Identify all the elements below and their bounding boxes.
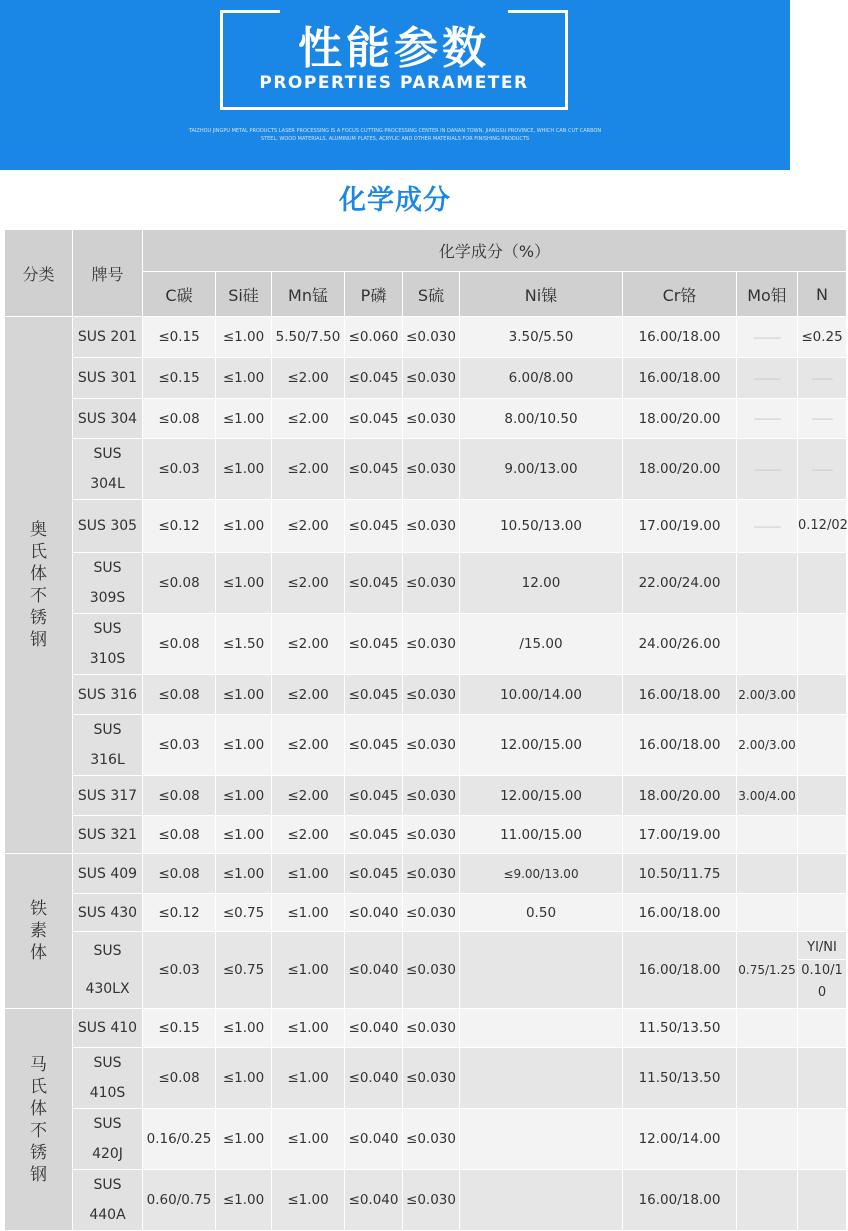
grade-cell: SUS 304L [73, 439, 143, 500]
cell-p: ≤0.045 [345, 614, 403, 675]
cell-mo [737, 894, 798, 932]
cell-p: ≤0.040 [345, 1170, 403, 1231]
cell-c: ≤0.15 [143, 1009, 216, 1048]
cell-n [798, 553, 847, 614]
header-n: N [798, 272, 847, 317]
cell-mo [737, 553, 798, 614]
grade-cell: SUS 301 [73, 358, 143, 399]
cell-mn: 5.50/7.50 [272, 317, 345, 358]
cell-mo: 2.00/3.00 [737, 675, 798, 715]
cell-s: ≤0.030 [403, 614, 460, 675]
table-row [5, 854, 847, 894]
cell-s: ≤0.030 [403, 776, 460, 816]
banner-title: 性能参数 [298, 23, 490, 74]
cell-cr: 12.00/14.00 [623, 1109, 737, 1170]
header-si: Si硅 [216, 272, 272, 317]
cell-s: ≤0.030 [403, 500, 460, 553]
cell-mn: ≤1.00 [272, 1009, 345, 1048]
cell-si: ≤1.00 [216, 358, 272, 399]
cell-mn: ≤2.00 [272, 439, 345, 500]
grade-cell: SUS 310S [73, 614, 143, 675]
cell-n [798, 854, 847, 894]
table-row [5, 776, 847, 816]
cell-mn: ≤1.00 [272, 932, 345, 1009]
table-row [5, 675, 847, 715]
table-row [5, 1170, 847, 1231]
cell-si: ≤1.00 [216, 553, 272, 614]
cell-ni: 10.00/14.00 [460, 675, 623, 715]
cell-si: ≤0.75 [216, 932, 272, 1009]
header-ni: Ni镍 [460, 272, 623, 317]
cell-cr: 16.00/18.00 [623, 317, 737, 358]
cell-n [798, 715, 847, 776]
cell-mn: ≤1.00 [272, 854, 345, 894]
grade-cell: SUS 304 [73, 399, 143, 439]
table-row [5, 816, 847, 854]
grade-cell: SUS 321 [73, 816, 143, 854]
table-row [5, 1009, 847, 1048]
table-row [5, 614, 847, 675]
cell-cr: 16.00/18.00 [623, 894, 737, 932]
cell-s: ≤0.030 [403, 439, 460, 500]
cell-mo [737, 614, 798, 675]
cell-n [798, 1109, 847, 1170]
grade-cell: SUS 440A [73, 1170, 143, 1231]
cell-n [798, 816, 847, 854]
cell-s: ≤0.030 [403, 399, 460, 439]
cell-s: ≤0.030 [403, 932, 460, 1009]
cell-mn: ≤2.00 [272, 553, 345, 614]
cell-n [798, 894, 847, 932]
cell-mn: ≤2.00 [272, 816, 345, 854]
category-martensitic: 马氏体不锈钢 [5, 1009, 73, 1231]
cell-c: ≤0.15 [143, 358, 216, 399]
header-mo: Mo钼 [737, 272, 798, 317]
cell-cr: 16.00/18.00 [623, 1170, 737, 1231]
cell-s: ≤0.030 [403, 715, 460, 776]
cell-c: ≤0.12 [143, 894, 216, 932]
cell-s: ≤0.030 [403, 854, 460, 894]
cell-ni [460, 1170, 623, 1231]
grade-cell: SUS 410 [73, 1009, 143, 1048]
cell-mn: ≤2.00 [272, 500, 345, 553]
cell-mn: ≤1.00 [272, 1109, 345, 1170]
grade-cell: SUS 201 [73, 317, 143, 358]
cell-c: ≤0.03 [143, 439, 216, 500]
grade-cell: SUS 430LX [73, 932, 143, 1009]
cell-c: ≤0.15 [143, 317, 216, 358]
cell-c: ≤0.03 [143, 715, 216, 776]
cell-p: ≤0.045 [345, 816, 403, 854]
cell-mo [737, 1109, 798, 1170]
grade-cell: SUS 409 [73, 854, 143, 894]
cell-c: ≤0.08 [143, 816, 216, 854]
grade-cell: SUS 420J [73, 1109, 143, 1170]
cell-n [798, 675, 847, 715]
table-row [5, 932, 847, 1009]
cell-si: ≤1.00 [216, 675, 272, 715]
cell-n: YI/NI 0.10/10 [798, 932, 847, 1009]
cell-p: ≤0.045 [345, 776, 403, 816]
header-mn: Mn锰 [272, 272, 345, 317]
cell-cr: 11.50/13.50 [623, 1048, 737, 1109]
cell-n: ------- [798, 439, 847, 500]
cell-si: ≤1.00 [216, 500, 272, 553]
cell-cr: 16.00/18.00 [623, 932, 737, 1009]
cell-mn: ≤1.00 [272, 894, 345, 932]
cell-ni: 10.50/13.00 [460, 500, 623, 553]
cell-p: ≤0.045 [345, 715, 403, 776]
category-ferritic: 铁素体 [5, 854, 73, 1009]
cell-ni: 11.00/15.00 [460, 816, 623, 854]
cell-cr: 18.00/20.00 [623, 439, 737, 500]
cell-mo: 2.00/3.00 [737, 715, 798, 776]
cell-si: ≤1.00 [216, 1170, 272, 1231]
cell-ni: 12.00 [460, 553, 623, 614]
cell-n [798, 776, 847, 816]
banner-subtitle: PROPERTIES PARAMETER [259, 73, 529, 93]
cell-ni: 6.00/8.00 [460, 358, 623, 399]
cell-p: ≤0.060 [345, 317, 403, 358]
cell-n: ------- [798, 399, 847, 439]
cell-mn: ≤2.00 [272, 358, 345, 399]
cell-cr: 16.00/18.00 [623, 358, 737, 399]
cell-cr: 17.00/19.00 [623, 816, 737, 854]
cell-cr: 16.00/18.00 [623, 715, 737, 776]
cell-c: ≤0.12 [143, 500, 216, 553]
cell-p: ≤0.040 [345, 1109, 403, 1170]
cell-ni: 9.00/13.00 [460, 439, 623, 500]
cell-ni: 8.00/10.50 [460, 399, 623, 439]
cell-mo [737, 1170, 798, 1231]
table-row [5, 399, 847, 439]
cell-p: ≤0.045 [345, 675, 403, 715]
cell-ni: ≤9.00/13.00 [460, 854, 623, 894]
cell-p: ≤0.040 [345, 1048, 403, 1109]
cell-p: ≤0.045 [345, 854, 403, 894]
grade-cell: SUS 316L [73, 715, 143, 776]
cell-mn: ≤2.00 [272, 614, 345, 675]
grade-cell: SUS 317 [73, 776, 143, 816]
cell-mo [737, 1048, 798, 1109]
cell-mo: 3.00/4.00 [737, 776, 798, 816]
cell-n [798, 1009, 847, 1048]
grade-cell: SUS 316 [73, 675, 143, 715]
grade-cell: SUS 430 [73, 894, 143, 932]
cell-si: ≤1.00 [216, 1048, 272, 1109]
cell-si: ≤1.00 [216, 776, 272, 816]
cell-s: ≤0.030 [403, 358, 460, 399]
cell-c: 0.16/0.25 [143, 1109, 216, 1170]
cell-s: ≤0.030 [403, 317, 460, 358]
cell-c: ≤0.03 [143, 932, 216, 1009]
header-cr: Cr铬 [623, 272, 737, 317]
table-row [5, 317, 847, 358]
grade-cell: SUS 305 [73, 500, 143, 553]
cell-mn: ≤2.00 [272, 675, 345, 715]
cell-c: ≤0.08 [143, 399, 216, 439]
cell-s: ≤0.030 [403, 894, 460, 932]
cell-mo: --------- [737, 399, 798, 439]
table-row [5, 553, 847, 614]
cell-p: ≤0.045 [345, 358, 403, 399]
grade-cell: SUS 309S [73, 553, 143, 614]
chemical-composition-table [4, 229, 847, 1231]
cell-cr: 18.00/20.00 [623, 776, 737, 816]
header-grade: 牌号 [73, 230, 143, 317]
cell-c: ≤0.08 [143, 1048, 216, 1109]
cell-s: ≤0.030 [403, 1170, 460, 1231]
cell-n: 0.12/02 [798, 500, 847, 553]
section-title: 化学成分 [339, 185, 451, 216]
cell-si: ≤1.00 [216, 399, 272, 439]
cell-s: ≤0.030 [403, 553, 460, 614]
table-row [5, 500, 847, 553]
cell-mn: ≤1.00 [272, 1048, 345, 1109]
header-s: S硫 [403, 272, 460, 317]
cell-ni [460, 1048, 623, 1109]
cell-cr: 24.00/26.00 [623, 614, 737, 675]
banner-small-text: TAIZHOU JINGPU METAL PRODUCTS LASER PROCESSING IS A FOCUS CUTTING PROCESSING CENTER IN DANAN TOWN, JIANGSU PROVINCE, WHICH CAN CUT CARBON STEEL, WOOD MATERIALS, ALUMINUM PLATES, ACRYLIC AND OTHER MATERIALS FOR FINISHING PRODUCTS [188, 128, 602, 142]
cell-s: ≤0.030 [403, 1109, 460, 1170]
cell-si: ≤1.00 [216, 715, 272, 776]
cell-ni: 3.50/5.50 [460, 317, 623, 358]
cell-p: ≤0.040 [345, 1009, 403, 1048]
cell-si: ≤1.00 [216, 854, 272, 894]
cell-c: ≤0.08 [143, 854, 216, 894]
cell-cr: 10.50/11.75 [623, 854, 737, 894]
table-row [5, 715, 847, 776]
table-row [5, 439, 847, 500]
cell-ni [460, 1109, 623, 1170]
cell-mo [737, 1009, 798, 1048]
cell-cr: 17.00/19.00 [623, 500, 737, 553]
cell-mn: ≤1.00 [272, 1170, 345, 1231]
cell-p: ≤0.045 [345, 500, 403, 553]
cell-si: ≤1.00 [216, 439, 272, 500]
cell-mo: --------- [737, 317, 798, 358]
cell-n [798, 614, 847, 675]
cell-p: ≤0.045 [345, 399, 403, 439]
cell-ni: 12.00/15.00 [460, 776, 623, 816]
table-row [5, 358, 847, 399]
cell-c: ≤0.08 [143, 776, 216, 816]
cell-si: ≤1.00 [216, 1109, 272, 1170]
cell-mo: --------- [737, 358, 798, 399]
cell-cr: 22.00/24.00 [623, 553, 737, 614]
cell-ni [460, 1009, 623, 1048]
table-row [5, 1109, 847, 1170]
cell-p: ≤0.045 [345, 439, 403, 500]
cell-c: ≤0.08 [143, 614, 216, 675]
cell-s: ≤0.030 [403, 1009, 460, 1048]
cell-n: ------- [798, 358, 847, 399]
cell-si: ≤1.00 [216, 816, 272, 854]
grade-cell: SUS 410S [73, 1048, 143, 1109]
cell-s: ≤0.030 [403, 1048, 460, 1109]
cell-ni [460, 932, 623, 1009]
cell-mn: ≤2.00 [272, 715, 345, 776]
header-category: 分类 [5, 230, 73, 317]
cell-ni: 12.00/15.00 [460, 715, 623, 776]
cell-cr: 18.00/20.00 [623, 399, 737, 439]
cell-c: ≤0.08 [143, 675, 216, 715]
table-row [5, 1048, 847, 1109]
cell-mo [737, 854, 798, 894]
header-composition: 化学成分（%） [143, 230, 847, 272]
cell-ni: 0.50 [460, 894, 623, 932]
cell-si: ≤1.00 [216, 1009, 272, 1048]
cell-p: ≤0.040 [345, 932, 403, 1009]
category-austenitic: 奥氏体不锈钢 [5, 317, 73, 854]
cell-cr: 11.50/13.50 [623, 1009, 737, 1048]
cell-mn: ≤2.00 [272, 399, 345, 439]
cell-mo [737, 816, 798, 854]
cell-mo: 0.75/1.25 [737, 932, 798, 1009]
cell-si: ≤1.00 [216, 317, 272, 358]
cell-p: ≤0.040 [345, 894, 403, 932]
header-banner [0, 0, 790, 170]
cell-si: ≤0.75 [216, 894, 272, 932]
cell-mo: --------- [737, 500, 798, 553]
cell-p: ≤0.045 [345, 553, 403, 614]
cell-si: ≤1.50 [216, 614, 272, 675]
header-c: C碳 [143, 272, 216, 317]
cell-s: ≤0.030 [403, 816, 460, 854]
header-p: P磷 [345, 272, 403, 317]
cell-n [798, 1170, 847, 1231]
cell-c: 0.60/0.75 [143, 1170, 216, 1231]
table-row [5, 894, 847, 932]
cell-cr: 16.00/18.00 [623, 675, 737, 715]
cell-mn: ≤2.00 [272, 776, 345, 816]
cell-n [798, 1048, 847, 1109]
cell-n: ≤0.25 [798, 317, 847, 358]
cell-mo: --------- [737, 439, 798, 500]
cell-ni: /15.00 [460, 614, 623, 675]
cell-s: ≤0.030 [403, 675, 460, 715]
cell-c: ≤0.08 [143, 553, 216, 614]
